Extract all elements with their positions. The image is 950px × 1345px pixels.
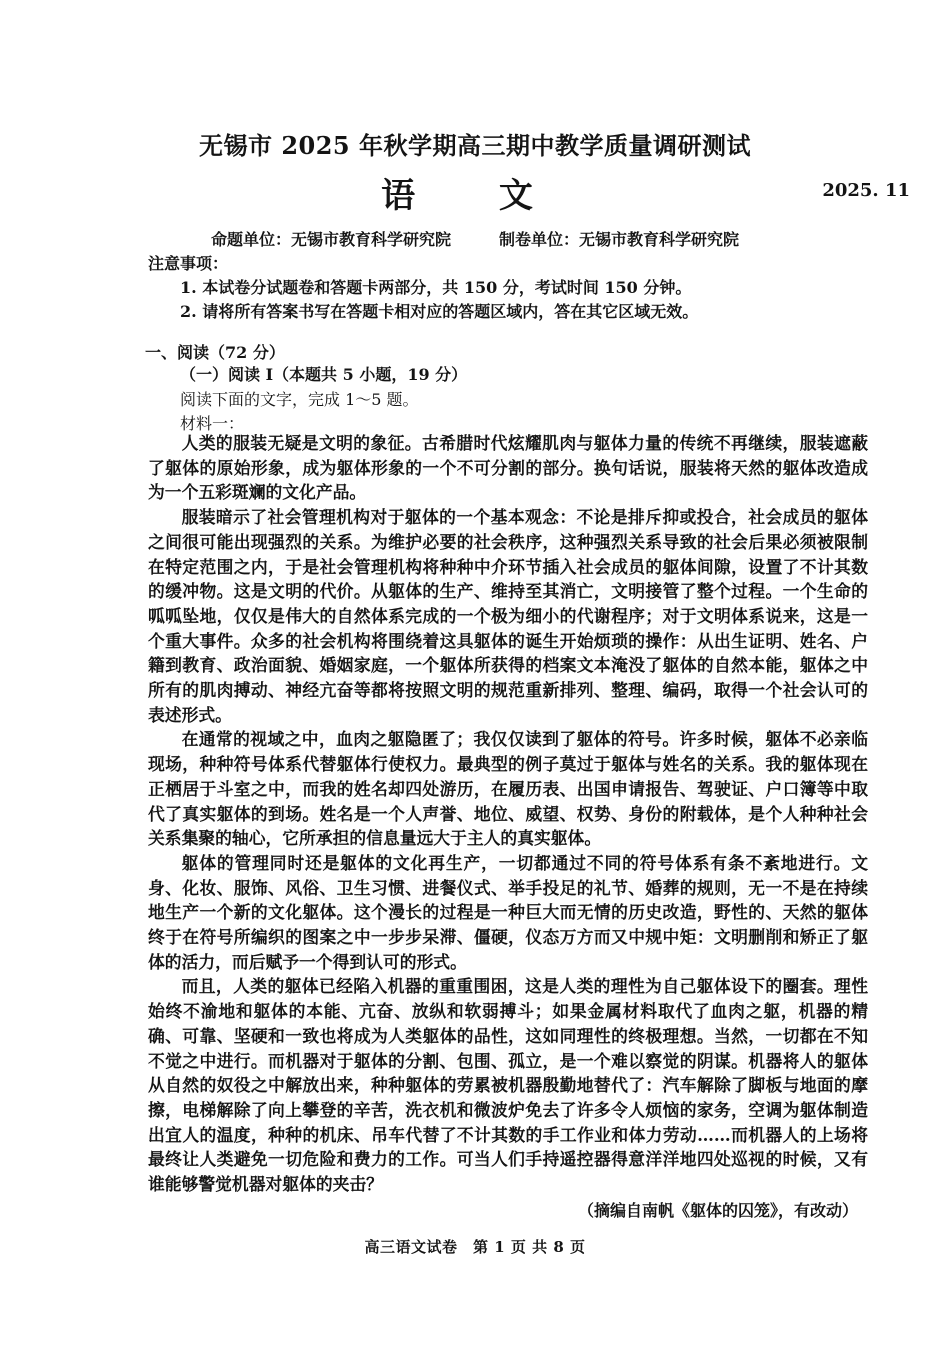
reading-instruction: 阅读下面的文字，完成 1～5 题。 <box>180 390 419 409</box>
notice-item: 2. 请将所有答案书写在答题卡相对应的答题区域内，答在其它区域无效。 <box>180 302 699 321</box>
article-source: （摘编自南帆《躯体的囚笼》，有改动） <box>577 1201 858 1220</box>
article-paragraph: 在通常的视域之中，血肉之躯隐匿了；我仅仅读到了躯体的符号。许多时候，躯体不必亲临现场，种种符号体系代替躯体行使权力。最典型的例子莫过于躯体与姓名的关系。我的躯体现在正栖居于斗室之中，而我的姓名却四处游历，在履历表、出国申请报告、驾驶证、户口簿等中取代了真实躯体的到场。姓名是一个人声誉、地位、威望、权势、身份的附载体，是个人种种社会关系集聚的轴心，它所承担的信息量远大于主人的真实躯体。 <box>148 729 868 849</box>
subsection-heading: （一）阅读 I（本题共 5 小题，19 分） <box>180 365 468 384</box>
article-paragraph: 躯体的管理同时还是躯体的文化再生产，一切都通过不同的符号体系有条不紊地进行。文身、化妆、服饰、风俗、卫生习惯、进餐仪式、举手投足的礼节、婚葬的规则，无一不是在持续地生产一个新的文化躯体。这个漫长的过程是一种巨大而无情的历史改造，野性的、天然的躯体终于在符号所编织的图案之中一步步呆滞、僵硬，仪态万方而又中规中矩：文明删削和矫正了躯体的活力，而后赋予一个得到认可的形式。 <box>148 852 868 972</box>
notice-item: 1. 本试卷分试题卷和答题卡两部分，共 150 分，考试时间 150 分钟。 <box>180 278 692 297</box>
article-body <box>148 431 868 1197</box>
production-unit: 制卷单位：无锡市教育科学研究院 <box>499 230 740 249</box>
units-line <box>0 227 950 250</box>
article-paragraph: 服装暗示了社会管理机构对于躯体的一个基本观念：不论是排斥抑或投合，社会成员的躯体之间很可能出现强烈的关系。为维护必要的社会秩序，这种强烈关系导致的社会后果必须被限制在特定范围之内，于是社会管理机构将种种中介环节插入社会成员的躯体间隙，设置了不计其数的缓冲物。这是文明的代价。从躯体的生产、维持至其消亡，文明接管了整个过程。一个生命的呱呱坠地，仅仅是伟大的自然体系完成的一个极为细小的代谢程序；对于文明体系说来，这是一个重大事件。众多的社会机构将围绕着这具躯体的诞生开始烦琐的操作：从出生证明、姓名、户籍到教育、政治面貌、婚姻家庭，一个躯体所获得的档案文本淹没了躯体的自然本能，躯体之中所有的肌肉搏动、神经亢奋等都将按照文明的规范重新排列、整理、编码，取得一个社会认可的表述形式。 <box>148 507 868 725</box>
material-label: 材料一： <box>180 414 245 433</box>
exam-title: 无锡市 2025 年秋学期高三期中教学质量调研测试 <box>198 131 751 160</box>
notice-title: 注意事项： <box>148 254 229 273</box>
article-paragraph: 人类的服装无疑是文明的象征。古希腊时代炫耀肌肉与躯体力量的传统不再继续，服装遮蔽了躯体的原始形象，成为躯体形象的一个不可分割的部分。换句话说，服装将天然的躯体改造成为一个五彩斑斓的文化产品。 <box>148 433 868 503</box>
page-footer: 高三语文试卷 第 1 页 共 8 页 <box>364 1238 586 1256</box>
proposition-unit: 命题单位：无锡市教育科学研究院 <box>210 230 451 249</box>
article-paragraph: 而且，人类的躯体已经陷入机器的重重围困，这是人类的理性为自己躯体设下的圈套。理性始终不渝地和躯体的本能、亢奋、放纵和软弱搏斗；如果金属材料取代了血肉之躯，机器的精确、可靠、坚硬和一致也将成为人类躯体的品性，这如同理性的终极理想。当然，一切都在不知不觉之中进行。而机器对于躯体的分割、包围、孤立，是一个难以察觉的阴谋。机器将人的躯体从自然的奴役之中解放出来，种种躯体的劳累被机器殷勤地替代了：汽车解除了脚板与地面的摩擦，电梯解除了向上攀登的辛苦，洗衣机和微波炉免去了许多令人烦恼的家务，空调为躯体制造出宜人的温度，种种的机床、吊车代替了不计其数的手工作业和体力劳动……而机器人的上场将最终让人类避免一切危险和费力的工作。可当人们手持遥控器得意洋洋地四处巡视的时候，又有谁能够警觉机器对躯体的夹击？ <box>148 976 868 1195</box>
subject-title: 语 文 <box>381 176 569 216</box>
section-heading: 一、阅读（72 分） <box>145 343 285 362</box>
exam-date: 2025. 11 <box>822 180 910 201</box>
